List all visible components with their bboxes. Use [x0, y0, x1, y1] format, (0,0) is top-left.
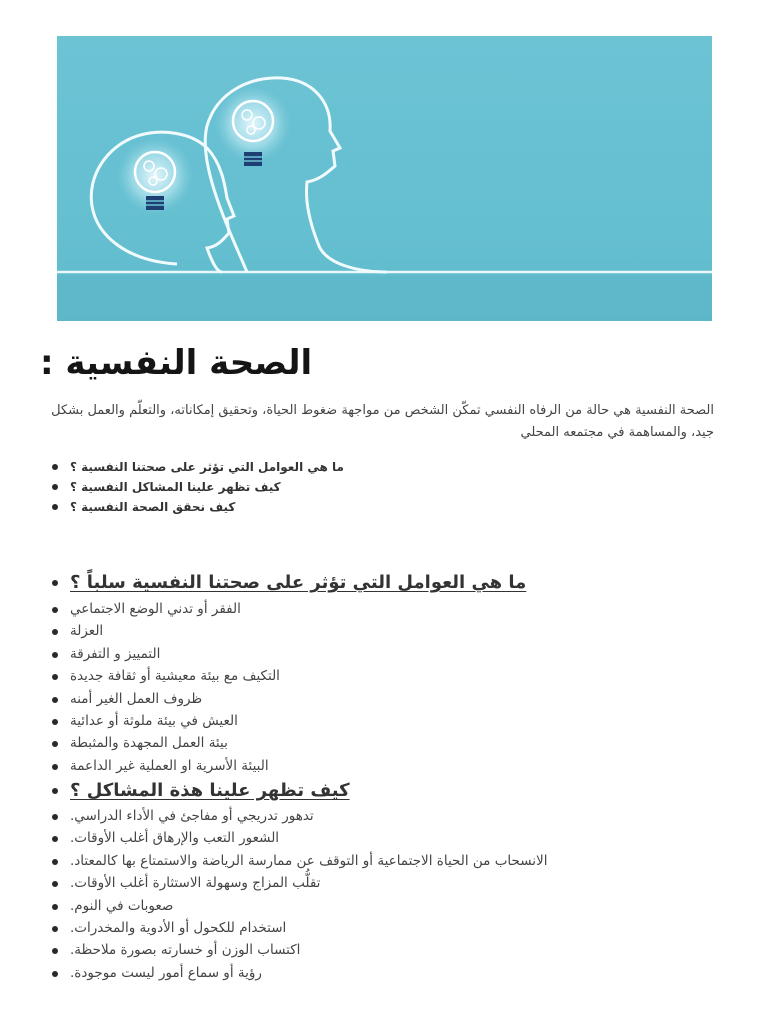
list-item: اكتساب الوزن أو خسارته بصورة ملاحظة. — [50, 939, 548, 961]
factors-heading: ما هي العوامل التي تؤثر على صحتنا النفسية سلباً ؟ — [50, 570, 526, 596]
intro-paragraph: الصحة النفسية هي حالة من الرفاه النفسي تمكّن الشخص من مواجهة ضغوط الحياة، وتحقيق إمكاناته، والتعلّم والعمل بشكل جيد، والمساهمة في مجتمعه المحلي — [51, 403, 714, 440]
hero-image — [57, 36, 712, 321]
list-item: الفقر أو تدني الوضع الاجتماعي — [50, 598, 280, 620]
list-item: بيئة العمل المجهدة والمثبطة — [50, 732, 280, 754]
list-item: رؤية أو سماع أمور ليست موجودة. — [50, 962, 548, 984]
symptoms-list — [50, 805, 548, 984]
list-item: العزلة — [50, 620, 280, 642]
list-item: استخدام للكحول أو الأدوية والمخدرات. — [50, 917, 548, 939]
toc-item: كيف تظهر علينا المشاكل النفسية ؟ — [50, 477, 344, 497]
list-item: الانسحاب من الحياة الاجتماعية أو التوقف عن ممارسة الرياضة والاستمتاع بها كالمعتاد. — [50, 850, 548, 872]
list-item: التكيف مع بيئة معيشية أو ثقافة جديدة — [50, 665, 280, 687]
toc-item: ما هي العوامل التي تؤثر على صحتنا النفسية ؟ — [50, 457, 344, 477]
page-title: الصحة النفسية : — [40, 343, 313, 383]
list-item: صعوبات في النوم. — [50, 895, 548, 917]
symptoms-heading: كيف تظهر علينا هذة المشاكل ؟ — [50, 778, 350, 804]
two-heads-lightbulb-icon — [57, 36, 712, 321]
list-item: البيئة الأسرية او العملية غير الداعمة — [50, 755, 280, 777]
factors-list — [50, 598, 280, 777]
list-item: تقلُّب المزاج وسهولة الاستثارة أغلب الأوقات. — [50, 872, 548, 894]
list-item: العيش في بيئة ملوثة أو عدائية — [50, 710, 280, 732]
list-item: تدهور تدريجي أو مفاجئ في الأداء الدراسي. — [50, 805, 548, 827]
table-of-contents — [50, 457, 344, 517]
list-item: الشعور التعب والإرهاق أغلب الأوقات. — [50, 827, 548, 849]
list-item: التمييز و التفرقة — [50, 643, 280, 665]
list-item: ظروف العمل الغير أمنه — [50, 688, 280, 710]
toc-item: كيف نحقق الصحة النفسية ؟ — [50, 497, 344, 517]
